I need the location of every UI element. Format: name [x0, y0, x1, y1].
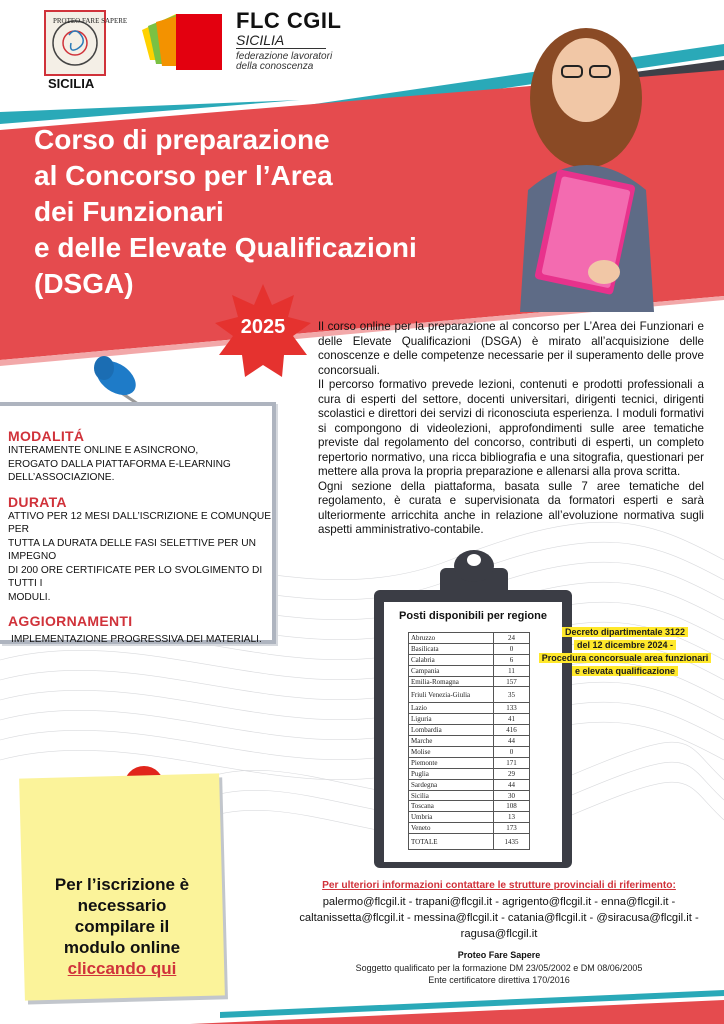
durata-heading: DURATA — [8, 493, 67, 510]
region-cell: Marche — [409, 736, 494, 747]
value-cell: 416 — [494, 725, 530, 736]
proteo-logo — [44, 10, 128, 76]
value-cell: 44 — [494, 779, 530, 790]
value-cell: 171 — [494, 757, 530, 768]
value-cell: 41 — [494, 714, 530, 725]
table-row — [409, 736, 530, 747]
contacts-line: palermo@flcgil.it - trapani@flcgil.it - agrigento@flcgil.it - enna@flcgil.it - — [322, 896, 676, 908]
flc-federation-line1: federazione lavoratori — [236, 51, 333, 62]
page-title — [34, 122, 484, 302]
value-cell: 35 — [494, 687, 530, 703]
flc-federation — [236, 52, 332, 72]
table-row — [409, 801, 530, 812]
decreto-note — [532, 626, 718, 678]
region-cell: Umbria — [409, 812, 494, 823]
table-row — [409, 643, 530, 654]
decreto-line: Decreto dipartimentale 3122 — [562, 627, 688, 637]
table-row — [409, 812, 530, 823]
title-line: dei Funzionari — [34, 196, 224, 227]
iscrizione-line: modulo online — [63, 938, 181, 957]
table-row — [409, 768, 530, 779]
title-line: e delle Elevate Qualificazioni — [34, 232, 417, 263]
modalita-text: DELL’ASSOCIAZIONE. — [8, 472, 115, 483]
region-cell: Puglia — [409, 768, 494, 779]
description-paragraph: Il percorso formativo prevede lezioni, contenuti e prodotti professionali a cura di esperti del settore, docenti universitari, dirigenti tecnici, dirigenti scolastici e direttori dei servizi di riconosciuta esperienza. I moduli formativi si compongono di videolezioni, approfondimenti sulle aree tematiche previste dal regolamento del concorso, contributi di esperti, un completo repertorio normativo, una ricca bibliografia e una sitografia, questionari per mettere alla prova la propria preparazione e allenarsi alla prova scritta. — [318, 378, 704, 478]
region-cell: Campania — [409, 665, 494, 676]
posti-table — [408, 632, 530, 850]
table-row — [409, 703, 530, 714]
region-cell: Sicilia — [409, 790, 494, 801]
modalita-text: EROGATO DALLA PIATTAFORMA E-LEARNING — [8, 458, 231, 470]
description-paragraph: Il corso online per la preparazione al concorso per L’Area dei Funzionari e delle Elevate Qualificazioni (DSGA) è mirato all’acquisizione delle conoscenze e delle competenze necessarie per il superamento delle prove concorsuali. — [318, 320, 704, 377]
registration-link[interactable]: cliccando qui — [67, 959, 177, 978]
durata-text: DI 200 ORE CERTIFICATE PER LO SVOLGIMENTO DI TUTTI I — [8, 564, 263, 589]
region-cell: Abruzzo — [409, 633, 494, 644]
value-cell: 133 — [494, 703, 530, 714]
region-cell: Sardegna — [409, 779, 494, 790]
region-cell: Molise — [409, 747, 494, 758]
iscrizione-line: compilare il — [74, 917, 170, 936]
contacts-heading: Per ulteriori informazioni contattare le strutture provinciali di riferimento: — [322, 880, 676, 891]
table-row — [409, 654, 530, 665]
posti-title: Posti disponibili per regione — [399, 610, 547, 622]
footer-line: Ente certificatore direttiva 170/2016 — [428, 975, 570, 985]
table-row — [409, 714, 530, 725]
proteo-logo-icon — [47, 13, 128, 73]
region-cell: TOTALE — [409, 834, 494, 850]
flc-title: FLC CGIL — [236, 8, 342, 33]
value-cell: 1435 — [494, 834, 530, 850]
durata-text: ATTIVO PER 12 MESI DALL’ISCRIZIONE E COMUNQUE PER — [8, 510, 272, 535]
durata-text: MODULI. — [8, 591, 51, 603]
value-cell: 29 — [494, 768, 530, 779]
iscrizione-text — [24, 874, 220, 979]
region-cell: Toscana — [409, 801, 494, 812]
value-cell: 11 — [494, 665, 530, 676]
table-row — [409, 676, 530, 687]
table-row — [409, 757, 530, 768]
region-cell: Friuli Venezia-Giulia — [409, 687, 494, 703]
iscrizione-line: necessario — [77, 896, 167, 915]
region-cell: Calabria — [409, 654, 494, 665]
region-cell: Piemonte — [409, 757, 494, 768]
table-row — [409, 633, 530, 644]
value-cell: 6 — [494, 654, 530, 665]
contacts-line: ragusa@flcgil.it — [460, 928, 538, 940]
value-cell: 157 — [494, 676, 530, 687]
region-cell: Veneto — [409, 823, 494, 834]
contacts-list — [282, 894, 716, 942]
contacts-line: caltanissetta@flcgil.it - messina@flcgil.it - catania@flcgil.it - @siracusa@flcgil.it - — [299, 912, 699, 924]
course-info-content — [8, 428, 274, 647]
table-row — [409, 725, 530, 736]
course-description — [318, 320, 704, 538]
aggiornamenti-text: IMPLEMENTAZIONE PROGRESSIVA DEI MATERIALI. — [11, 634, 262, 645]
decreto-line: del 12 dicembre 2024 - — [574, 640, 676, 650]
flc-federation-line2: della conoscenza — [236, 61, 314, 72]
value-cell: 13 — [494, 812, 530, 823]
iscrizione-line: Per l’iscrizione è — [54, 875, 190, 894]
value-cell: 0 — [494, 643, 530, 654]
table-row — [409, 747, 530, 758]
table-row — [409, 790, 530, 801]
title-line: al Concorso per l’Area — [34, 160, 333, 191]
aggiornamenti-heading: AGGIORNAMENTI — [8, 613, 133, 629]
region-cell: Lazio — [409, 703, 494, 714]
table-row — [409, 687, 530, 703]
flc-divider — [236, 48, 326, 49]
decreto-line: Procedura concorsuale area funzionari — [539, 653, 712, 663]
region-cell: Lombardia — [409, 725, 494, 736]
footer-org: Proteo Fare Sapere — [457, 950, 541, 960]
table-row — [409, 834, 530, 850]
table-row — [409, 823, 530, 834]
footer-text — [282, 962, 716, 986]
durata-text: TUTTA LA DURATA DELLE FASI SELETTIVE PER UN IMPEGNO — [8, 537, 256, 562]
flc-logo-mark — [142, 14, 222, 70]
region-cell: Basilicata — [409, 643, 494, 654]
region-cell: Liguria — [409, 714, 494, 725]
year-badge: 2025 — [240, 316, 286, 338]
svg-text:PROTEO FARE SAPERE: PROTEO FARE SAPERE — [53, 17, 128, 25]
title-line: (DSGA) — [34, 268, 134, 299]
table-row — [409, 665, 530, 676]
decreto-line: e elevata qualificazione — [572, 666, 678, 676]
modalita-text: INTERAMENTE ONLINE E ASINCRONO, — [8, 445, 199, 456]
value-cell: 30 — [494, 790, 530, 801]
modalita-heading: MODALITÁ — [8, 428, 85, 444]
value-cell: 173 — [494, 823, 530, 834]
description-paragraph: Ogni sezione della piattaforma, basata sulle 7 aree tematiche del regolamento, è curata e supervisionata da formatori esperti e sarà ulteriormente arricchita anche in relazione all’evoluzione normativa sugli aspetti amministrativo-contabile. — [318, 479, 704, 536]
value-cell: 108 — [494, 801, 530, 812]
flc-region: SICILIA — [236, 32, 285, 48]
title-line: Corso di preparazione — [34, 124, 330, 155]
value-cell: 24 — [494, 633, 530, 644]
value-cell: 0 — [494, 747, 530, 758]
proteo-region: SICILIA — [48, 76, 95, 91]
footer-line: Soggetto qualificato per la formazione DM 23/05/2002 e DM 08/06/2005 — [355, 963, 643, 973]
value-cell: 44 — [494, 736, 530, 747]
region-cell: Emilia-Romagna — [409, 676, 494, 687]
table-row — [409, 779, 530, 790]
